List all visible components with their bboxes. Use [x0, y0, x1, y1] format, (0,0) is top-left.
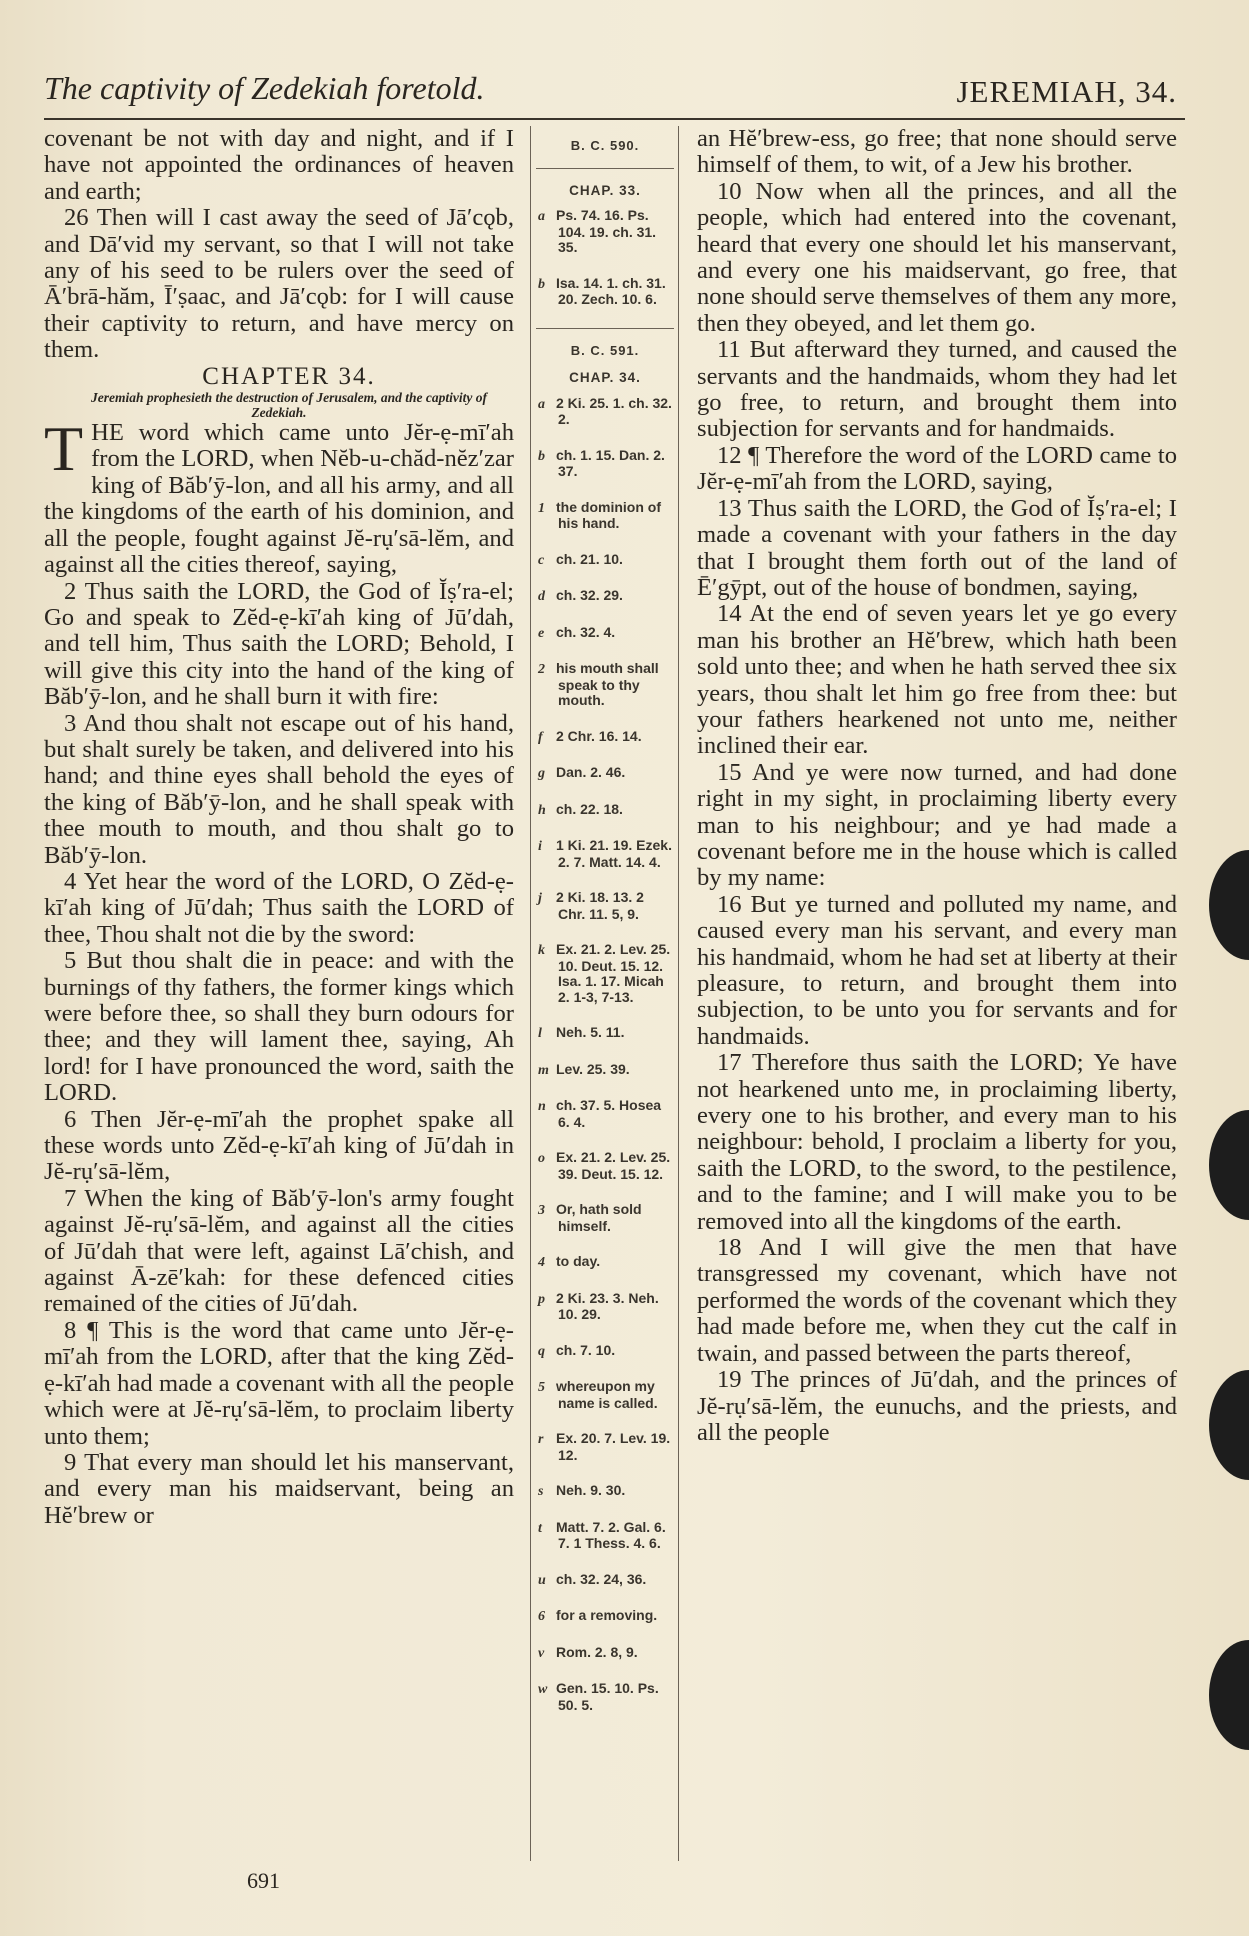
verse-16: 16 But ye turned and polluted my name, and caused every man his servant, and every man his handmaid, whom he had set at liberty at their pleasure, to return, and brought them into subjection, to be unto you for servants and for handmaids. — [697, 890, 1177, 1050]
verse-18: 18 And I will give the men that have transgressed my covenant, which have not performed the words of the covenant which they had made before me, when they cut the calf in twain, and passed between the parts thereof, — [697, 1234, 1177, 1367]
reference-key: v — [538, 1645, 545, 1661]
reference-text: Rom. 2. 8, 9. — [556, 1643, 638, 1660]
reference-text: Isa. 14. 1. ch. 31. 20. Zech. 10. 6. — [556, 274, 666, 307]
reference-text: ch. 37. 5. Hosea 6. 4. — [556, 1097, 662, 1130]
reference-key: r — [538, 1432, 544, 1447]
thumb-index-tab[interactable] — [1209, 850, 1249, 960]
reference-key: f — [538, 729, 543, 745]
center-reference-column — [536, 126, 674, 1733]
reference-text: Ps. 74. 16. Ps. 104. 19. ch. 31. 35. — [556, 207, 657, 255]
column-divider-left — [530, 126, 531, 1861]
margin-notes-top — [536, 208, 674, 308]
margin-reference — [536, 1379, 674, 1411]
margin-reference — [536, 1520, 674, 1552]
margin-reference — [536, 1572, 674, 1589]
margin-reference — [536, 1062, 674, 1079]
margin-reference — [536, 1150, 674, 1182]
margin-reference — [536, 802, 674, 819]
reference-text: ch. 21. 10. — [556, 550, 623, 567]
reference-text: for a removing. — [556, 1607, 658, 1623]
chapter-heading: CHAPTER 34. — [202, 362, 376, 390]
reference-key: b — [538, 448, 545, 464]
verse-10: 10 Now when all the princes, and all the people, which had entered into the covenant, heard that every one should let his manservant, and every one his maidservant, go free, that none should serve themselves of them any more, then they obeyed, and let them go. — [697, 177, 1177, 337]
verse-12: 12 ¶ Therefore the word of the LORD came to Jĕr-ẹ-mī′ah from the LORD, saying, — [697, 441, 1177, 496]
margin-reference — [536, 661, 674, 709]
margin-notes-lower — [536, 396, 674, 1714]
reference-text: Neh. 9. 30. — [556, 1482, 626, 1498]
reference-text: ch. 32. 29. — [556, 587, 623, 603]
chapter-summary: Jeremiah prophesieth the destruction of Jerusalem, and the captivity of Zedekiah. — [91, 390, 487, 421]
reference-text: ch. 7. 10. — [556, 1341, 616, 1358]
reference-key: i — [538, 839, 542, 854]
verse-8: 8 ¶ This is the word that came unto Jĕr-ẹ-mī′ah from the LORD, after that the king Zĕd-ẹ-kī′ah had made a covenant with all the people which were at Jĕ-rụ′sā-lĕm, to proclaim liberty unto them; — [44, 1316, 514, 1450]
reference-key: u — [538, 1572, 546, 1588]
margin-reference — [536, 1202, 674, 1234]
reference-text: Or, hath sold himself. — [556, 1201, 642, 1234]
margin-reference — [536, 1025, 674, 1042]
margin-reference — [536, 1098, 674, 1130]
verse-17: 17 Therefore thus saith the LORD; Ye have not hearkened unto me, in proclaiming liberty, every one to his brother, and every man to his neighbour: behold, I proclaim a liberty for you, saith the LORD, to the sword, to the pestilence, and to the famine; and I will make you to be removed into all the kingdoms of the earth. — [697, 1049, 1177, 1235]
reference-key: o — [538, 1151, 545, 1166]
reference-key: q — [538, 1343, 545, 1359]
reference-key: 5 — [538, 1380, 545, 1395]
margin-reference — [536, 765, 674, 782]
verse-3: 3 And thou shalt not escape out of his hand, but shalt surely be taken, and delivered into his hand; and thine eyes shall behold the eyes of the king of Băb′ȳ-lon, and he shall speak with thee mouth to mouth, and thou shalt go to Băb′ȳ-lon. — [44, 709, 514, 869]
verse-19: 19 The princes of Jū′dah, and the princes of Jĕ-rụ′sā-lĕm, the eunuchs, and the priests, and all the people — [697, 1366, 1177, 1446]
margin-reference — [536, 1645, 674, 1662]
reference-key: b — [538, 276, 545, 292]
reference-text: 1 Ki. 21. 19. Ezek. 2. 7. Matt. 14. 4. — [556, 837, 672, 870]
verse-13: 13 Thus saith the LORD, the God of Ĭṣ′ra-el; I made a covenant with your fathers in the day that I brought them forth out of the land of Ē′gȳpt, out of the house of bondmen, saying, — [697, 494, 1177, 601]
margin-reference — [536, 1343, 674, 1360]
reference-key: s — [538, 1484, 544, 1499]
reference-text: 2 Ki. 25. 1. ch. 32. 2. — [556, 394, 672, 427]
thumb-index-tab[interactable] — [1209, 1110, 1249, 1220]
verse-14: 14 At the end of seven years let ye go every man his brother an Hĕ′brew, which hath been sold unto thee; and when he hath served thee six years, thou shalt let him go free from thee: but your fathers hearkened not unto me, neither inclined their ear. — [697, 600, 1177, 760]
reference-key: a — [538, 209, 545, 224]
margin-reference — [536, 1681, 674, 1713]
reference-text: ch. 32. 24, 36. — [556, 1570, 647, 1587]
margin-reference — [536, 276, 674, 308]
reference-key: j — [538, 891, 542, 906]
reference-key: 6 — [538, 1609, 545, 1624]
margin-reference — [536, 1431, 674, 1463]
reference-key: 2 — [538, 662, 545, 677]
margin-reference — [536, 942, 674, 1005]
margin-reference — [536, 552, 674, 569]
margin-reference — [536, 1291, 674, 1323]
running-header-left: The captivity of Zedekiah foretold. — [44, 70, 485, 106]
reference-text: Gen. 15. 10. Ps. 50. 5. — [556, 1680, 659, 1713]
verse-25-end: covenant be not with day and night, and if I have not appointed the ordinances of heaven and earth; — [44, 125, 514, 205]
reference-text: the dominion of his hand. — [556, 498, 661, 531]
drop-cap: T — [44, 413, 84, 485]
margin-rule — [536, 328, 674, 329]
reference-text: Ex. 21. 2. Lev. 25. 10. Deut. 15. 12. Isa. 1. 17. Micah 2. 1-3, 7-13. — [556, 941, 671, 1005]
header-rule — [44, 118, 1185, 120]
verse-6: 6 Then Jĕr-ẹ-mī′ah the prophet spake all these words unto Zĕd-ẹ-kī′ah king of Jū′dah in Jĕ-rụ′sā-lĕm, — [44, 1105, 514, 1186]
verse-26: 26 Then will I cast away the seed of Jā′cǫb, and Dā′vid my servant, so that I will not take any of his seed to be rulers over the seed of Ā′brā-hăm, Ī′ṣaac, and Jā′cǫb: for I will cause their captivity to return, and have mercy on them. — [44, 204, 514, 364]
verse-7: 7 When the king of Băb′ȳ-lon's army fought against Jĕ-rụ′sā-lĕm, and against all the cities of Jū′dah that were left, against Lā′chish, and against Ā-zē′kah: for these defenced cities remained of the cities of Jū′dah. — [44, 1184, 514, 1318]
reference-key: m — [538, 1062, 549, 1078]
reference-key: h — [538, 802, 546, 818]
reference-text: 2 Ki. 18. 13. 2 Chr. 11. 5, 9. — [556, 889, 644, 922]
reference-text: to day. — [556, 1253, 601, 1269]
margin-reference — [536, 1608, 674, 1625]
verse-5: 5 But thou shalt die in peace: and with the burnings of thy fathers, the former kings which were before thee, so shall they burn odours for thee; and they will lament thee, saying, Ah lord! for I have pronounced the word, saith the LORD. — [44, 947, 514, 1107]
reference-key: k — [538, 943, 545, 958]
verse-1-text: HE word which came unto Jĕr-ẹ-mī′ah from the LORD, when Nĕb-u-chăd-nĕz′zar king of Băb′ȳ-lon, and all his army, and all the kingdoms of the earth of his dominion, and all the people, fought against Jĕ-rụ′sā-lĕm, and against all the cities thereof, saying, — [44, 419, 514, 579]
page-number: 691 — [247, 1868, 280, 1893]
reference-text: Lev. 25. 39. — [556, 1060, 630, 1077]
verse-9-end: an Hĕ′brew-ess, go free; that none should serve himself of them, to wit, of a Jew his brother. — [697, 125, 1177, 179]
column-divider-right — [678, 126, 679, 1861]
running-header-right: JEREMIAH, 34. — [956, 74, 1177, 109]
margin-reference — [536, 588, 674, 605]
reference-text: Matt. 7. 2. Gal. 6. 7. 1 Thess. 4. 6. — [556, 1518, 666, 1551]
margin-reference — [536, 729, 674, 746]
left-text-column — [44, 126, 514, 1529]
right-text-column — [697, 126, 1177, 1446]
margin-reference — [536, 448, 674, 480]
margin-reference — [536, 208, 674, 256]
reference-key: w — [538, 1682, 548, 1697]
margin-reference — [536, 396, 674, 428]
verse-1 — [44, 413, 514, 579]
reference-text: ch. 22. 18. — [556, 800, 623, 817]
margin-reference — [536, 1254, 674, 1271]
thumb-index-tab[interactable] — [1209, 1370, 1249, 1480]
margin-reference — [536, 625, 674, 642]
reference-key: 1 — [538, 500, 545, 516]
reference-key: 4 — [538, 1255, 545, 1270]
reference-text: Ex. 21. 2. Lev. 25. 39. Deut. 15. 12. — [556, 1149, 671, 1182]
reference-key: p — [538, 1291, 545, 1307]
reference-text: 2 Ki. 23. 3. Neh. 10. 29. — [556, 1289, 659, 1322]
margin-date-top: B. C. 590. — [570, 138, 640, 153]
reference-key: a — [538, 396, 545, 412]
reference-text: Neh. 5. 11. — [556, 1024, 625, 1040]
verse-4: 4 Yet hear the word of the LORD, O Zĕd-ẹ-kī′ah king of Jū′dah; Thus saith the LORD of thee, Thou shalt not die by the sword: — [44, 867, 514, 948]
thumb-index-tab[interactable] — [1209, 1640, 1249, 1750]
verse-9: 9 That every man should let his manservant, and every man his maidservant, being an Hĕ′brew or — [44, 1448, 514, 1529]
reference-text: ch. 32. 4. — [556, 623, 616, 640]
margin-chapter-top: CHAP. 33. — [569, 182, 641, 198]
margin-chapter-lower: CHAP. 34. — [569, 370, 641, 385]
margin-reference — [536, 838, 674, 870]
reference-key: d — [538, 589, 545, 604]
reference-key: g — [538, 766, 545, 781]
reference-key: t — [538, 1520, 542, 1536]
margin-date-lower: B. C. 591. — [570, 342, 640, 358]
reference-key: c — [538, 552, 545, 568]
reference-key: e — [538, 625, 545, 641]
reference-text: Dan. 2. 46. — [556, 764, 626, 780]
reference-text: ch. 1. 15. Dan. 2. 37. — [556, 446, 665, 479]
reference-key: l — [538, 1026, 542, 1041]
reference-text: his mouth shall speak to thy mouth. — [556, 660, 659, 708]
margin-reference — [536, 500, 674, 532]
margin-reference — [536, 1483, 674, 1500]
verse-2: 2 Thus saith the LORD, the God of Ĭṣ′ra-el; Go and speak to Zĕd-ẹ-kī′ah king of Jū′dah, and tell him, Thus saith the LORD; Behold, I will give this city into the hand of the king of Băb′ȳ-lon, and he shall burn it with fire: — [44, 577, 514, 711]
margin-rule — [536, 168, 674, 169]
reference-key: 3 — [538, 1203, 545, 1218]
reference-text: Ex. 20. 7. Lev. 19. 12. — [556, 1430, 671, 1463]
reference-text: 2 Chr. 16. 14. — [556, 727, 642, 744]
margin-reference — [536, 890, 674, 922]
reference-key: n — [538, 1099, 546, 1114]
reference-text: whereupon my name is called. — [556, 1378, 658, 1411]
verse-11: 11 But afterward they turned, and caused the servants and the handmaids, whom they had let go free, to return, and brought them into subjection for servants and for handmaids. — [697, 336, 1177, 443]
verse-15: 15 And ye were now turned, and had done right in my sight, in proclaiming liberty every man to his neighbour; and ye had made a covenant before me in the house which is called by my name: — [697, 758, 1177, 892]
